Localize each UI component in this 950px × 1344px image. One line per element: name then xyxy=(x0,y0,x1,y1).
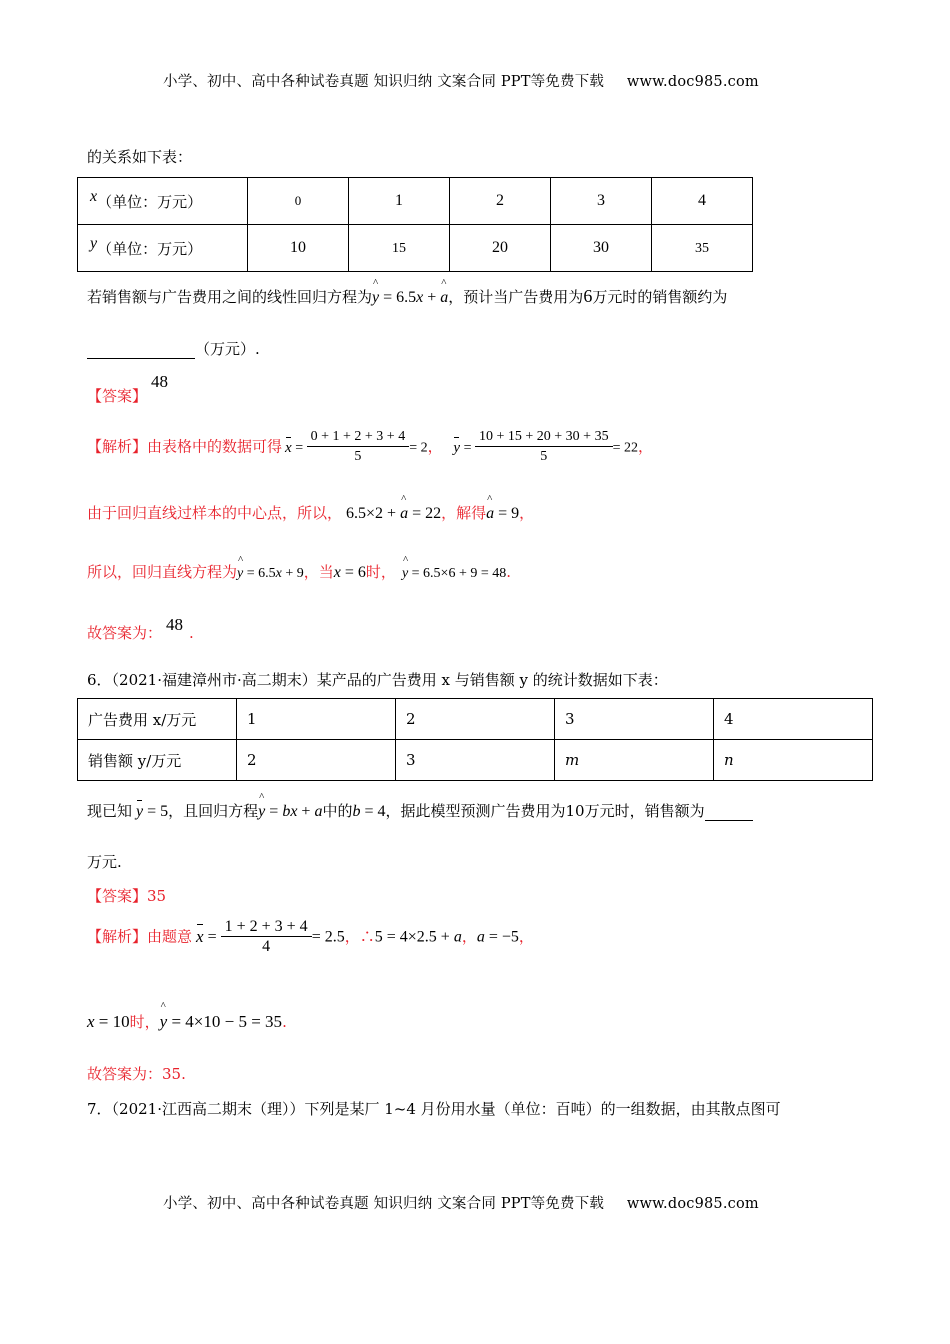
q5-intro: 的关系如下表： xyxy=(87,148,193,166)
fraction-xbar: $\frac{0 + 1 + 2 + 3 + 4}{5}$ xyxy=(307,428,410,467)
answer-blank xyxy=(705,802,753,821)
answer-blank xyxy=(87,340,195,359)
table-cell: 1 xyxy=(237,699,396,740)
q5-analysis-line3: 所以，回归直线方程为^ y = 6.5x + 9，当x = 6时，^ y = 6.5×6 + 9 = 48. xyxy=(87,561,511,582)
table-cell: 20 xyxy=(450,225,551,272)
table-row xyxy=(78,225,753,272)
q6-answer: 【答案】35 xyxy=(87,887,167,905)
header-text: 小学、初中、高中各种试卷真题 知识归纳 文案合同 PPT等免费下载 xyxy=(163,74,605,90)
table-cell: 10 xyxy=(248,225,349,272)
footer-site: www.doc985.com xyxy=(626,1196,759,1212)
table-cell: 0 xyxy=(248,178,349,225)
header-site: www.doc985.com xyxy=(626,74,759,90)
q7-stem: 7．（2021·江西高二期末（理））下列是某厂 1~4 月份用水量（单位：百吨）的一组数据，由其散点图可 xyxy=(87,1100,781,1118)
table-cell: m xyxy=(555,740,714,781)
q5-final: 故答案为： 48 . xyxy=(87,615,194,642)
page-header xyxy=(163,70,759,91)
table-cell: 15 xyxy=(349,225,450,272)
table-cell: 3 xyxy=(551,178,652,225)
q6-unit: 万元. xyxy=(87,853,122,871)
table-row xyxy=(78,740,873,781)
table-cell: 3 xyxy=(555,699,714,740)
table-cell: 2 xyxy=(396,699,555,740)
table-cell: 3 xyxy=(396,740,555,781)
table-row xyxy=(78,178,753,225)
q5-data-table xyxy=(77,177,753,272)
q6-analysis-line1: 【解析】由题意 x = $\frac{1 + 2 + 3 + 4}{4}$ = 2.5，∴5 = 4×2.5 + a，a = −5， xyxy=(87,918,534,955)
table-row xyxy=(78,699,873,740)
q5-blank-line: （万元）. xyxy=(87,338,260,359)
q6-final: 故答案为：35. xyxy=(87,1065,186,1083)
fraction-ybar: $\frac{10 + 15 + 20 + 30 + 35}{5}$ xyxy=(475,428,613,467)
table-cell: x（单位：万元） xyxy=(78,178,248,225)
fraction-xbar: $\frac{1 + 2 + 3 + 4}{4}$ xyxy=(221,918,312,957)
q6-stem: 6．（2021·福建漳州市·高二期末）某产品的广告费用 x 与销售额 y 的统计数据如下表： xyxy=(87,671,668,689)
regression-equation: ^ y = 6.5x + ^ a xyxy=(372,289,448,306)
q5-analysis-line1: 【解析】由表格中的数据可得 x = $\frac{0 + 1 + 2 + 3 + 4}{5}$ = 2， y = $\frac{10 + 15 + 20 + 30 + 35}{5}$ = 22， xyxy=(87,428,653,467)
table-cell: 35 xyxy=(652,225,753,272)
footer-text: 小学、初中、高中各种试卷真题 知识归纳 文案合同 PPT等免费下载 xyxy=(163,1196,605,1212)
table-cell: 2 xyxy=(237,740,396,781)
table-cell: n xyxy=(714,740,873,781)
q5-stem: 若销售额与广告费用之间的线性回归方程为^ y = 6.5x + ^ a，预计当广告费用为6万元时的销售额约为 xyxy=(87,286,727,307)
table-cell: 1 xyxy=(349,178,450,225)
table-cell: 4 xyxy=(714,699,873,740)
table-cell: 销售额 y/万元 xyxy=(78,740,237,781)
q5-answer: 【答案】48 xyxy=(87,372,169,405)
q6-analysis-line2: x = 10时，^ y = 4×10 − 5 = 35. xyxy=(87,1011,287,1032)
table-cell: y（单位：万元） xyxy=(78,225,248,272)
page-footer xyxy=(163,1192,759,1213)
table-cell: 广告费用 x/万元 xyxy=(78,699,237,740)
table-cell: 2 xyxy=(450,178,551,225)
table-cell: 30 xyxy=(551,225,652,272)
q5-analysis-line2: 由于回归直线过样本的中心点，所以， 6.5×2 + ^ a = 22，解得^ a = 9， xyxy=(87,502,534,523)
q6-data-table xyxy=(77,698,873,781)
q6-condition: 现已知 y = 5，且回归方程^ y = bx + a中的b = 4，据此模型预测广告费用为10万元时，销售额为 xyxy=(87,800,753,821)
table-cell: 4 xyxy=(652,178,753,225)
